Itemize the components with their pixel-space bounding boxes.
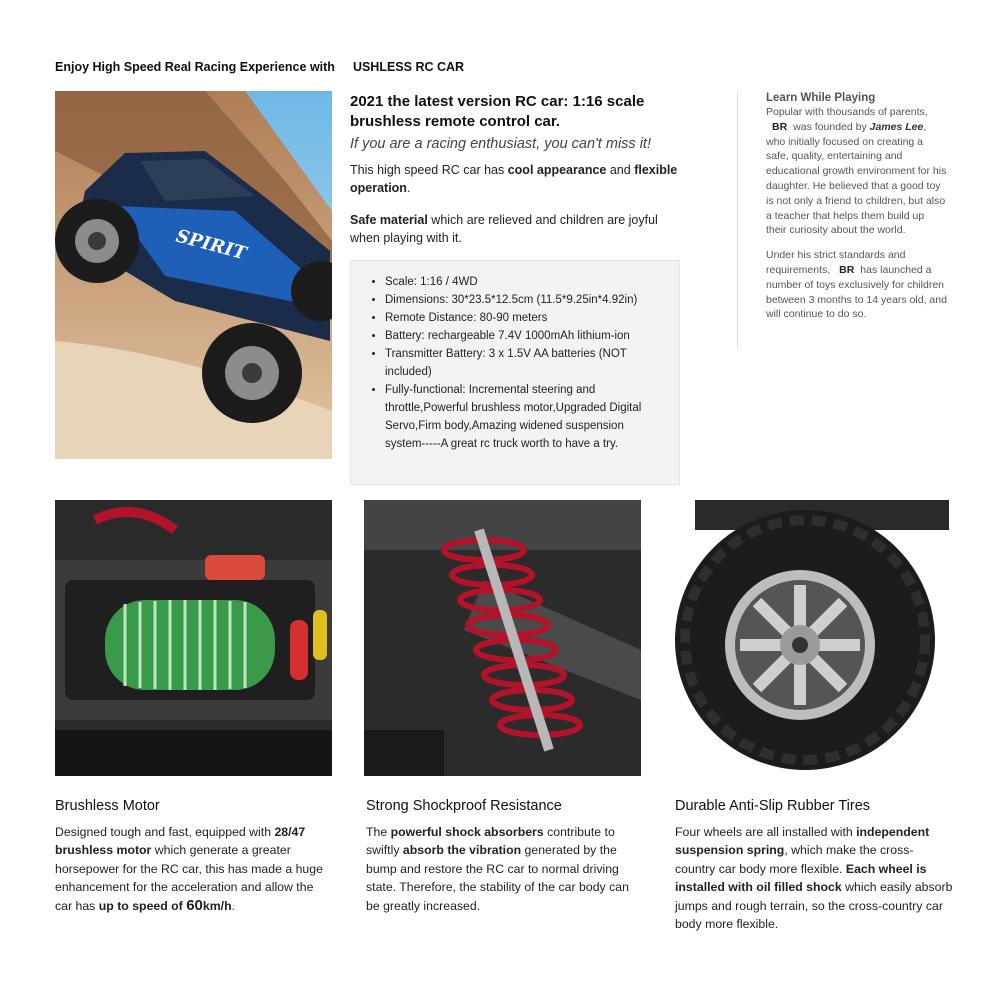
sidebar-title: Learn While Playing — [766, 92, 876, 104]
feature-desc-motor: Designed tough and fast, equipped with 28/47 brushless motor which generate a greater horsepower for the RC car, this has made a huge enhancement for the acceleration and allow the car has up to speed of 60km/h. — [55, 825, 323, 914]
founder-name: James Lee — [869, 120, 924, 133]
motor-image — [55, 500, 332, 776]
product-title: 2021 the latest version RC car: 1:16 scale brushless remote control car. — [350, 93, 645, 130]
spec-item: • Remote Distance: 80-90 meters — [385, 309, 665, 327]
spec-item: • Transmitter Battery: 3 x 1.5V AA batteries (NOT included) — [385, 345, 665, 381]
hero-car-text: SPIRIT — [173, 225, 249, 265]
feature-desc-tires: Four wheels are all installed with independent suspension spring, which make the cross-country car body more flexible. Each wheel is installed with oil filled shock which easily absorb jumps and rough terrain, so the cross-country car body more flexible. — [675, 825, 953, 932]
specs-box — [350, 260, 680, 485]
heading-brand: USHLESS RC CAR — [352, 60, 465, 74]
intro-paragraph-1: This high speed RC car has cool appearance and flexible operation. — [350, 163, 678, 195]
shock-absorber-image — [364, 500, 641, 776]
sidebar-paragraph-1: Popular with thousands of parents, BR was founded by James Lee, who initially focused on creating a safe, quality, entertaining and educational growth environment for his daughter. He believed that a good toy is not only a friend to children, but also a teacher that helps them build up their curiosity about the world. — [766, 106, 947, 237]
hero-car-image — [55, 91, 332, 459]
spec-item: • Dimensions: 30*23.5*12.5cm (11.5*9.25in*4.92in) — [385, 291, 665, 309]
hero-wheel-rear — [202, 323, 302, 423]
feature-desc-shock: The powerful shock absorbers contribute to swiftly absorb the vibration generated by the bump and restore the RC car to normal driving state. Therefore, the stability of the car body can be greatly increased. — [366, 825, 629, 913]
intro-paragraph-2: Safe material which are relieved and children are joyful when playing with it. — [350, 213, 658, 245]
spec-item: • Battery: rechargeable 7.4V 1000mAh lithium-ion — [385, 327, 665, 345]
feature-title-shock: Strong Shockproof Resistance — [366, 798, 562, 814]
brand-name: BR — [772, 120, 788, 133]
spec-item: • Fully-functional: Incremental steering and throttle,Powerful brushless motor,Upgraded Digital Servo,Firm body,Amazing widened suspension system-----A great rc truck worth to have a try. — [385, 381, 665, 453]
specs-list — [351, 261, 679, 453]
brand-sidebar — [737, 92, 947, 348]
brand-name: BR — [839, 263, 855, 276]
tire — [675, 510, 935, 770]
spec-item: • Scale: 1:16 / 4WD — [385, 273, 665, 291]
feature-title-motor: Brushless Motor — [55, 798, 160, 814]
feature-title-tires: Durable Anti-Slip Rubber Tires — [675, 798, 871, 814]
sidebar-paragraph-2: Under his strict standards and requirements, BR has launched a number of toys exclusively for children between 3 months to 14 years old, and will continue to do so. — [766, 249, 947, 321]
page-heading — [55, 60, 464, 74]
product-subtitle: If you are a racing enthusiast, you can't miss it! — [350, 136, 651, 152]
hero-wheel-front — [55, 199, 139, 283]
motor-can — [105, 600, 275, 690]
heading-text: Enjoy High Speed Real Racing Experience with — [55, 60, 335, 74]
tire-image — [675, 500, 949, 776]
